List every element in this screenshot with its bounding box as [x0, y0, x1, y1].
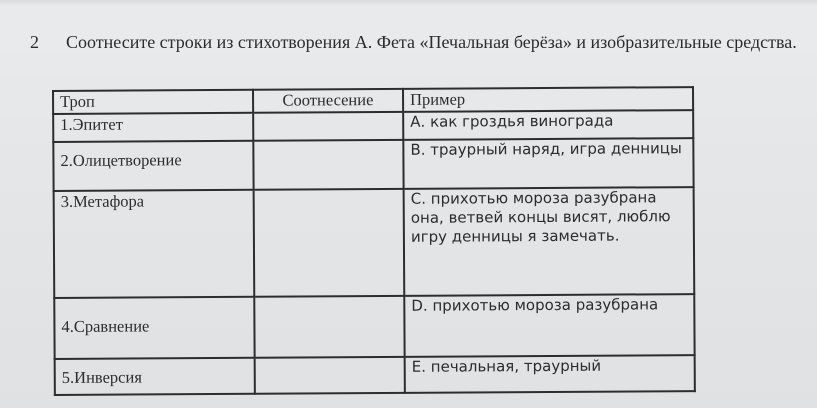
task-number: 2 [30, 32, 39, 52]
trope-cell: 5.Инверсия [55, 358, 255, 395]
tropes-table [52, 86, 696, 396]
header-match: Соотнесение [253, 89, 403, 113]
example-cell: А. как гроздья винограда [403, 110, 693, 140]
example-cell: D. прихотью мороза разубрана [404, 294, 694, 357]
match-cell[interactable] [253, 140, 404, 190]
table-row [53, 110, 693, 142]
table-row [55, 355, 695, 395]
trope-cell: 1.Эпитет [53, 113, 253, 142]
header-trope: Троп [53, 90, 253, 114]
table-row [54, 294, 694, 359]
match-cell[interactable] [253, 112, 403, 141]
trope-cell: 2.Олицетворение [53, 141, 253, 191]
example-cell: С. прихотью мороза разубрана она, ветвей концы висят, люблю игру денницы я замечать. [404, 187, 695, 296]
example-cell: В. траурный наряд, игра денницы [403, 138, 693, 189]
header-example: Пример [403, 87, 693, 112]
match-cell[interactable] [254, 357, 405, 394]
example-cell: Е. печальная, траурный [405, 355, 695, 393]
task-instruction: Соотнесите строки из стихотворения А. Фета «Печальная берёза» и изобразительные средства. [66, 32, 797, 52]
table-row [53, 138, 693, 191]
trope-cell: 4.Сравнение [54, 297, 254, 359]
top-edge-fragment [0, 0, 817, 6]
trope-cell: 3.Метафора [54, 190, 254, 298]
table-row [54, 187, 695, 298]
match-cell[interactable] [253, 189, 404, 297]
match-cell[interactable] [254, 296, 405, 358]
